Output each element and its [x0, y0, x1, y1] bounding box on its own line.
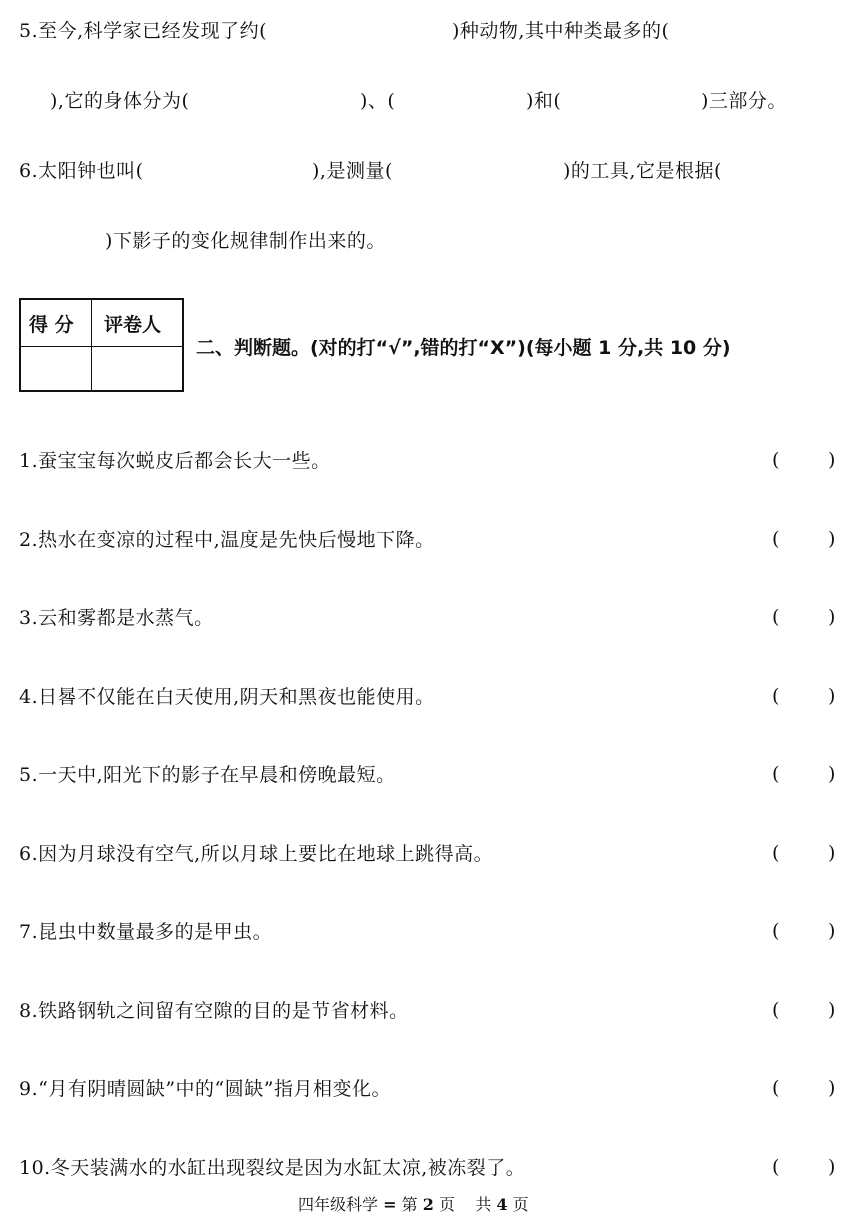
grader-entry-cell[interactable] — [91, 346, 182, 390]
q5-line1-text-b: )种动物,其中种类最多的( — [452, 20, 670, 42]
q5-line2-text-d: )三部分。 — [701, 90, 787, 112]
judgment-text: 4.日晷不仅能在白天使用,阴天和黑夜也能使用。 — [19, 686, 435, 708]
q6-line1-text-a: 6.太阳钟也叫( — [19, 160, 144, 182]
answer-left-paren: ( — [772, 920, 780, 942]
score-label: 得 分 — [29, 314, 74, 336]
judgment-text: 10.冬天装满水的水缸出现裂纹是因为水缸太凉,被冻裂了。 — [19, 1157, 526, 1179]
q5-line1-text-a: 5.至今,科学家已经发现了约( — [19, 20, 268, 42]
judgment-text: 9.“月有阴晴圆缺”中的“圆缺”指月相变化。 — [19, 1078, 391, 1100]
answer-right-paren: ) — [828, 763, 836, 785]
q5-line2-text-b: )、( — [360, 90, 396, 112]
footer-subject: 四年级科学 — [298, 1195, 379, 1214]
footer-page-suffix: 页 — [438, 1195, 455, 1214]
answer-right-paren: ) — [828, 685, 836, 707]
answer-blank[interactable] — [768, 997, 842, 1025]
answer-blank[interactable] — [768, 761, 842, 789]
answer-blank[interactable] — [768, 918, 842, 946]
answer-right-paren: ) — [828, 999, 836, 1021]
page-footer — [298, 1192, 529, 1215]
judgment-text: 8.铁路钢轨之间留有空隙的目的是节省材料。 — [19, 1000, 409, 1022]
score-entry-cell[interactable] — [21, 346, 91, 390]
answer-blank[interactable] — [768, 1075, 842, 1103]
answer-left-paren: ( — [772, 999, 780, 1021]
answer-left-paren: ( — [772, 1077, 780, 1099]
answer-right-paren: ) — [828, 842, 836, 864]
answer-right-paren: ) — [828, 920, 836, 942]
judgment-text: 7.昆虫中数量最多的是甲虫。 — [19, 921, 273, 943]
answer-left-paren: ( — [772, 685, 780, 707]
judgment-text: 2.热水在变凉的过程中,温度是先快后慢地下降。 — [19, 529, 435, 551]
footer-total-number: 4 — [496, 1195, 508, 1214]
answer-right-paren: ) — [828, 528, 836, 550]
q6-line2-text: )下影子的变化规律制作出来的。 — [105, 230, 386, 252]
answer-blank[interactable] — [768, 1154, 842, 1182]
judgment-text: 6.因为月球没有空气,所以月球上要比在地球上跳得高。 — [19, 843, 494, 865]
answer-left-paren: ( — [772, 449, 780, 471]
q5-line2-text-c: )和( — [526, 90, 562, 112]
answer-blank[interactable] — [768, 526, 842, 554]
answer-left-paren: ( — [772, 842, 780, 864]
answer-blank[interactable] — [768, 840, 842, 868]
answer-right-paren: ) — [828, 1156, 836, 1178]
judgment-text: 3.云和雾都是水蒸气。 — [19, 607, 214, 629]
q5-line2-text-a: ),它的身体分为( — [50, 90, 190, 112]
answer-right-paren: ) — [828, 606, 836, 628]
footer-page-number: 2 — [422, 1195, 434, 1214]
q6-line1-text-b: ),是测量( — [312, 160, 393, 182]
answer-left-paren: ( — [772, 1156, 780, 1178]
answer-right-paren: ) — [828, 449, 836, 471]
answer-blank[interactable] — [768, 604, 842, 632]
q6-line1-text-c: )的工具,它是根据( — [563, 160, 722, 182]
judgment-text: 5.一天中,阳光下的影子在早晨和傍晚最短。 — [19, 764, 396, 786]
grader-label: 评卷人 — [104, 314, 162, 336]
answer-left-paren: ( — [772, 606, 780, 628]
footer-separator: = — [383, 1195, 397, 1214]
footer-total-prefix: 共 — [475, 1195, 492, 1214]
answer-left-paren: ( — [772, 528, 780, 550]
answer-left-paren: ( — [772, 763, 780, 785]
footer-page-prefix: 第 — [401, 1195, 418, 1214]
section-title: 二、判断题。(对的打“√”,错的打“X”)(每小题 1 分,共 10 分) — [196, 337, 731, 359]
judgment-text: 1.蚕宝宝每次蜕皮后都会长大一些。 — [19, 450, 331, 472]
score-box — [19, 298, 184, 392]
answer-right-paren: ) — [828, 1077, 836, 1099]
footer-total-suffix: 页 — [512, 1195, 529, 1214]
answer-blank[interactable] — [768, 447, 842, 475]
answer-blank[interactable] — [768, 683, 842, 711]
